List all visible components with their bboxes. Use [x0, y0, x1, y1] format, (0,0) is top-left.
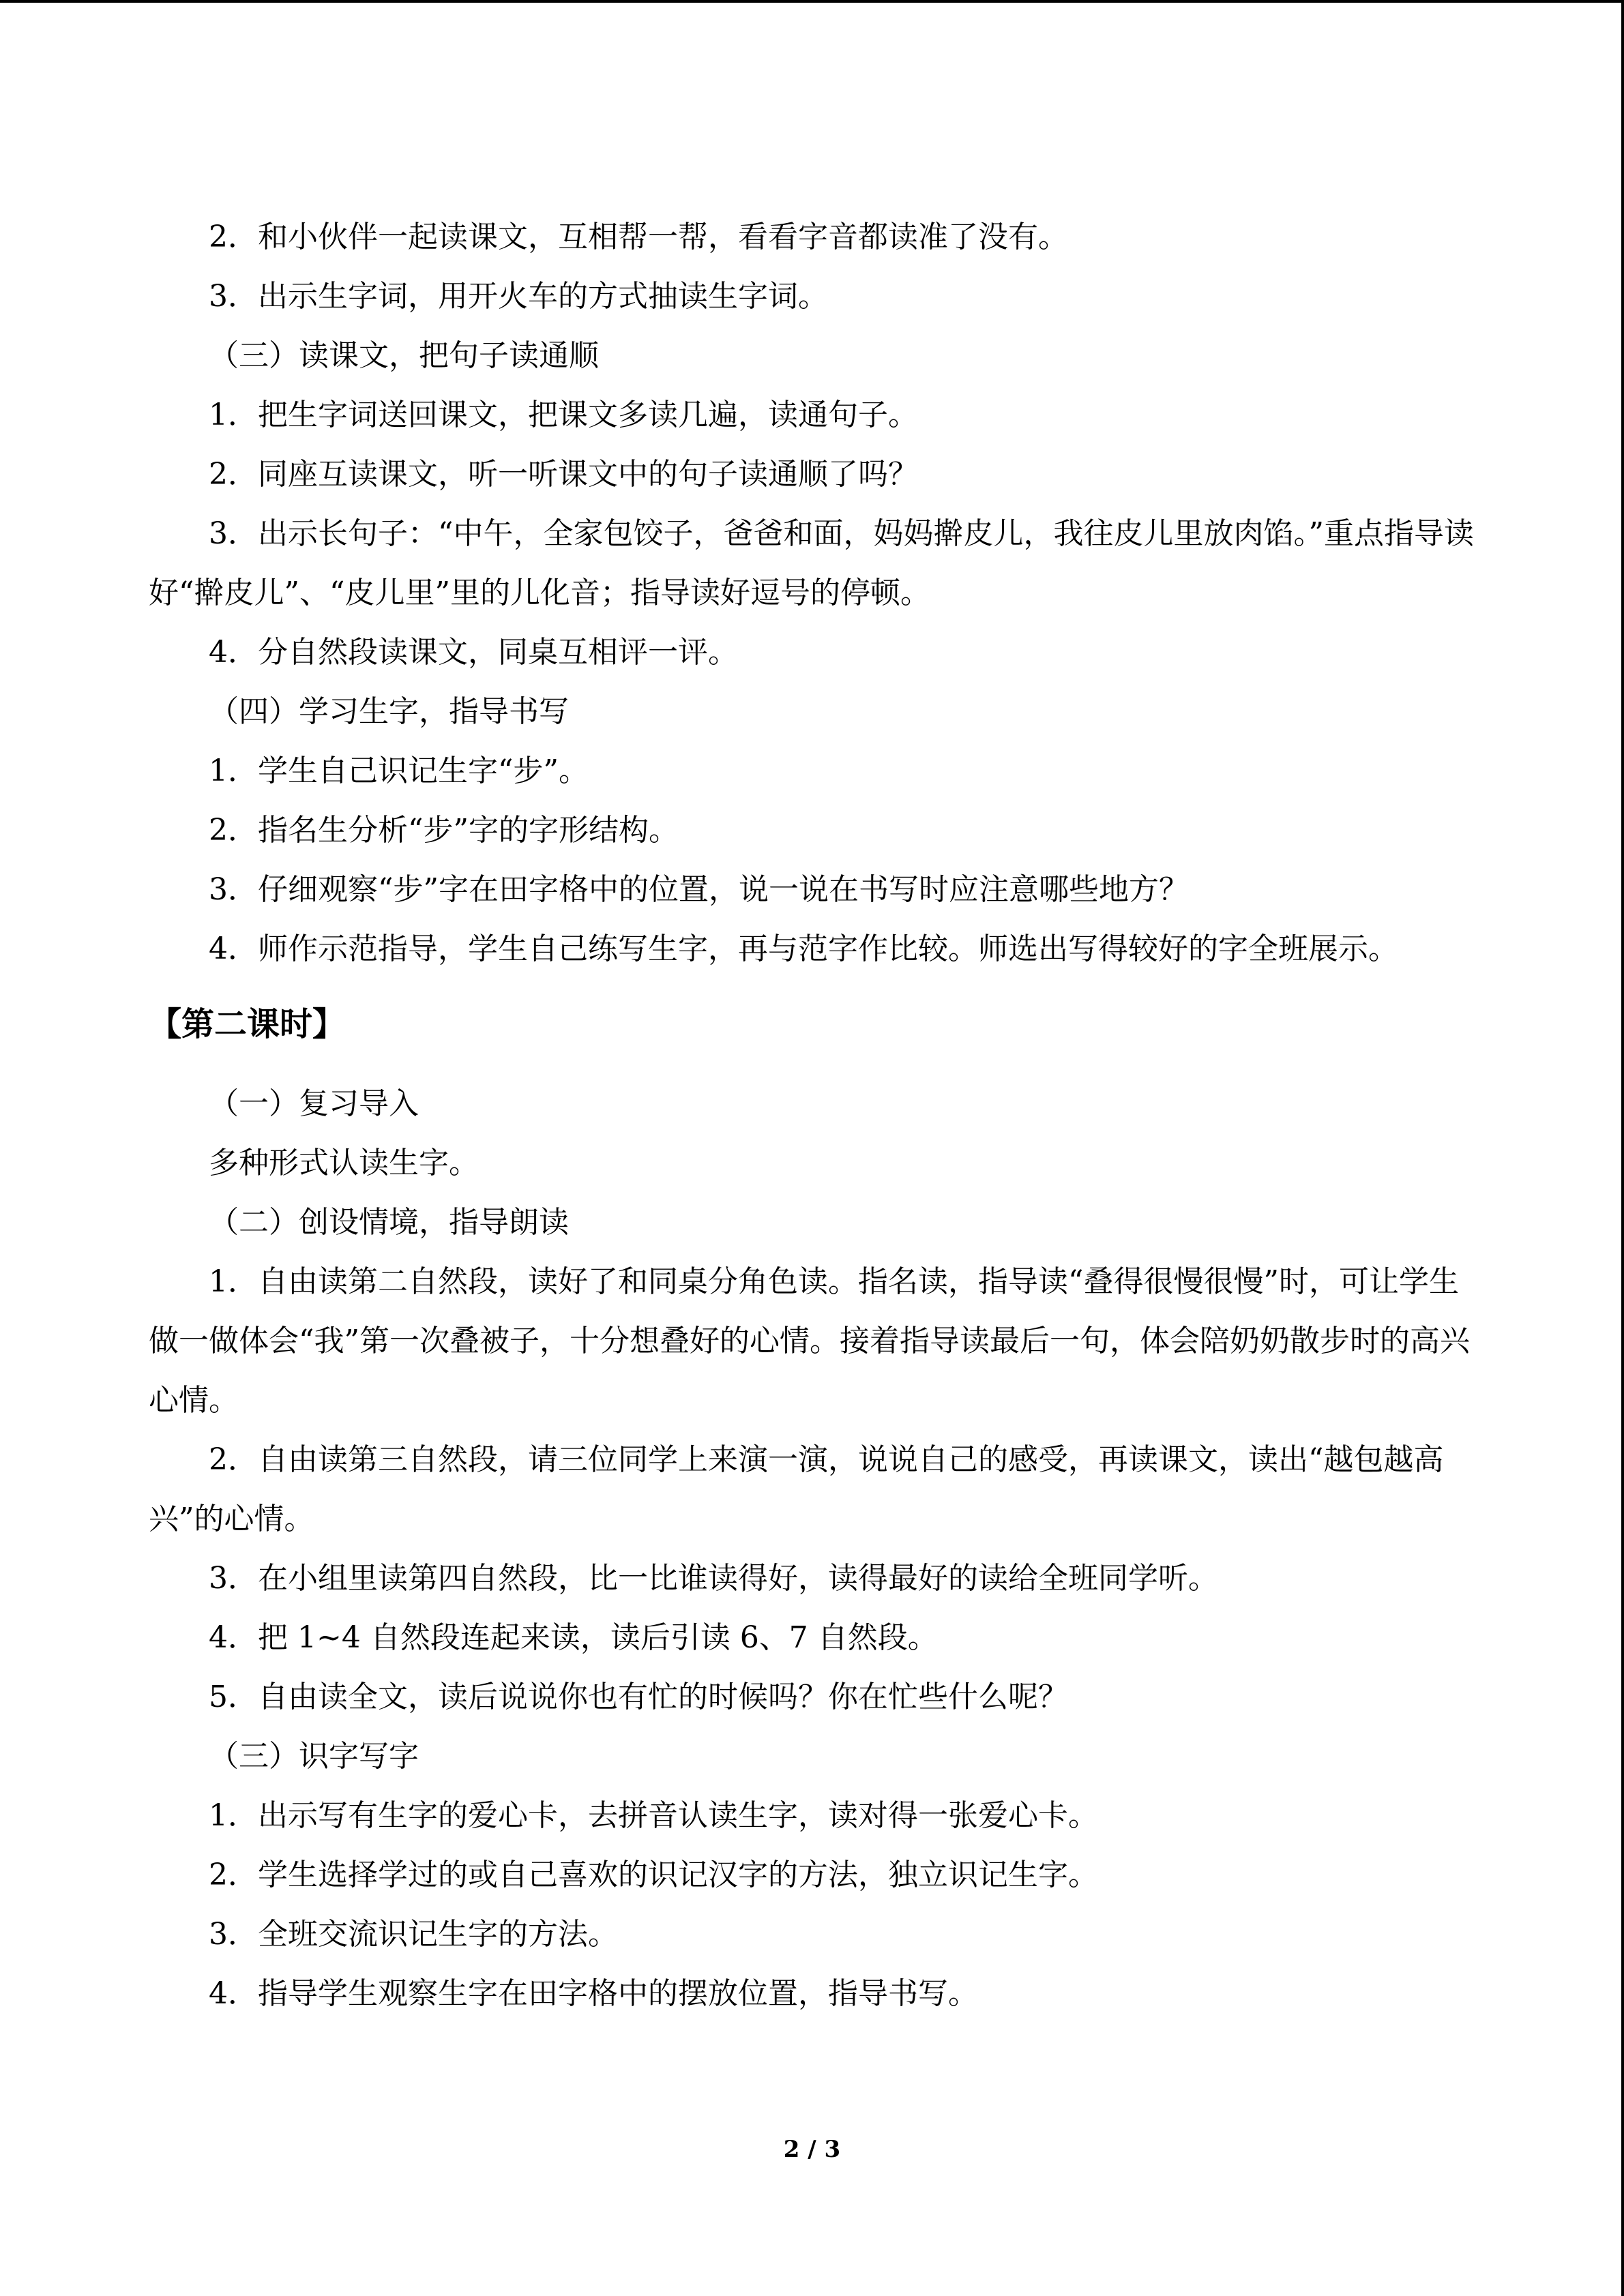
paragraph: 3．出示长句子：“中午，全家包饺子，爸爸和面，妈妈擀皮儿，我往皮儿里放肉馅。”重点指导读好“擀皮儿”、“皮儿里”里的儿化音；指导读好逗号的停顿。	[149, 516, 1474, 610]
paragraph: 3．仔细观察“步”字在田字格中的位置，说一说在书写时应注意哪些地方？	[209, 872, 1189, 907]
paragraph: 5．自由读全文，读后说说你也有忙的时候吗？你在忙些什么呢？	[209, 1680, 1068, 1714]
paragraph: 3．在小组里读第四自然段，比一比谁读得好，读得最好的读给全班同学听。	[209, 1561, 1218, 1596]
paragraph: 1．把生字词送回课文，把课文多读几遍，读通句子。	[209, 398, 918, 432]
paragraph: 2．同座互读课文，听一听课文中的句子读通顺了吗？	[209, 457, 918, 492]
paragraph: 3．出示生字词，用开火车的方式抽读生字词。	[209, 279, 828, 314]
paragraph: 4．指导学生观察生字在田字格中的摆放位置，指导书写。	[209, 1976, 978, 2011]
paragraph: 2．学生选择学过的或自己喜欢的识记汉字的方法，独立识记生字。	[209, 1858, 1098, 1892]
paragraph: 4．把 1~4 自然段连起来读，读后引读 6、7 自然段。	[209, 1620, 938, 1655]
paragraph: 4．师作示范指导，学生自己练写生字，再与范字作比较。师选出写得较好的字全班展示。	[209, 931, 1398, 966]
subheading: （二）创设情境，指导朗读	[209, 1205, 569, 1240]
subheading: （一）复习导入	[209, 1086, 419, 1121]
paragraph: 1．自由读第二自然段，读好了和同桌分角色读。指名读，指导读“叠得很慢很慢”时，可让学生做一做体会“我”第一次叠被子，十分想叠好的心情。接着指导读最后一句，体会陪奶奶散步时的高兴心情。	[149, 1264, 1470, 1418]
paragraph: 4．分自然段读课文，同桌互相评一评。	[209, 635, 738, 670]
paragraph: 2．和小伙伴一起读课文，互相帮一帮，看看字音都读准了没有。	[209, 220, 1068, 254]
paragraph: 2．自由读第三自然段，请三位同学上来演一演，说说自己的感受，再读课文，读出“越包越高兴”的心情。	[149, 1442, 1444, 1536]
paragraph: 1．学生自己识记生字“步”。	[209, 754, 589, 788]
subheading: （三）识字写字	[209, 1739, 419, 1774]
page-number: 2 / 3	[783, 2136, 841, 2163]
paragraph: 多种形式认读生字。	[209, 1146, 479, 1180]
page-body	[149, 207, 1475, 2023]
paragraph: 1．出示写有生字的爱心卡，去拼音认读生字，读对得一张爱心卡。	[209, 1798, 1098, 1833]
section-title: 【第二课时】	[149, 1005, 346, 1043]
subheading: （四）学习生字，指导书写	[209, 694, 569, 729]
paragraph: 2．指名生分析“步”字的字形结构。	[209, 813, 679, 848]
subheading: （三）读课文，把句子读通顺	[209, 338, 599, 373]
paragraph: 3．全班交流识记生字的方法。	[209, 1917, 618, 1952]
